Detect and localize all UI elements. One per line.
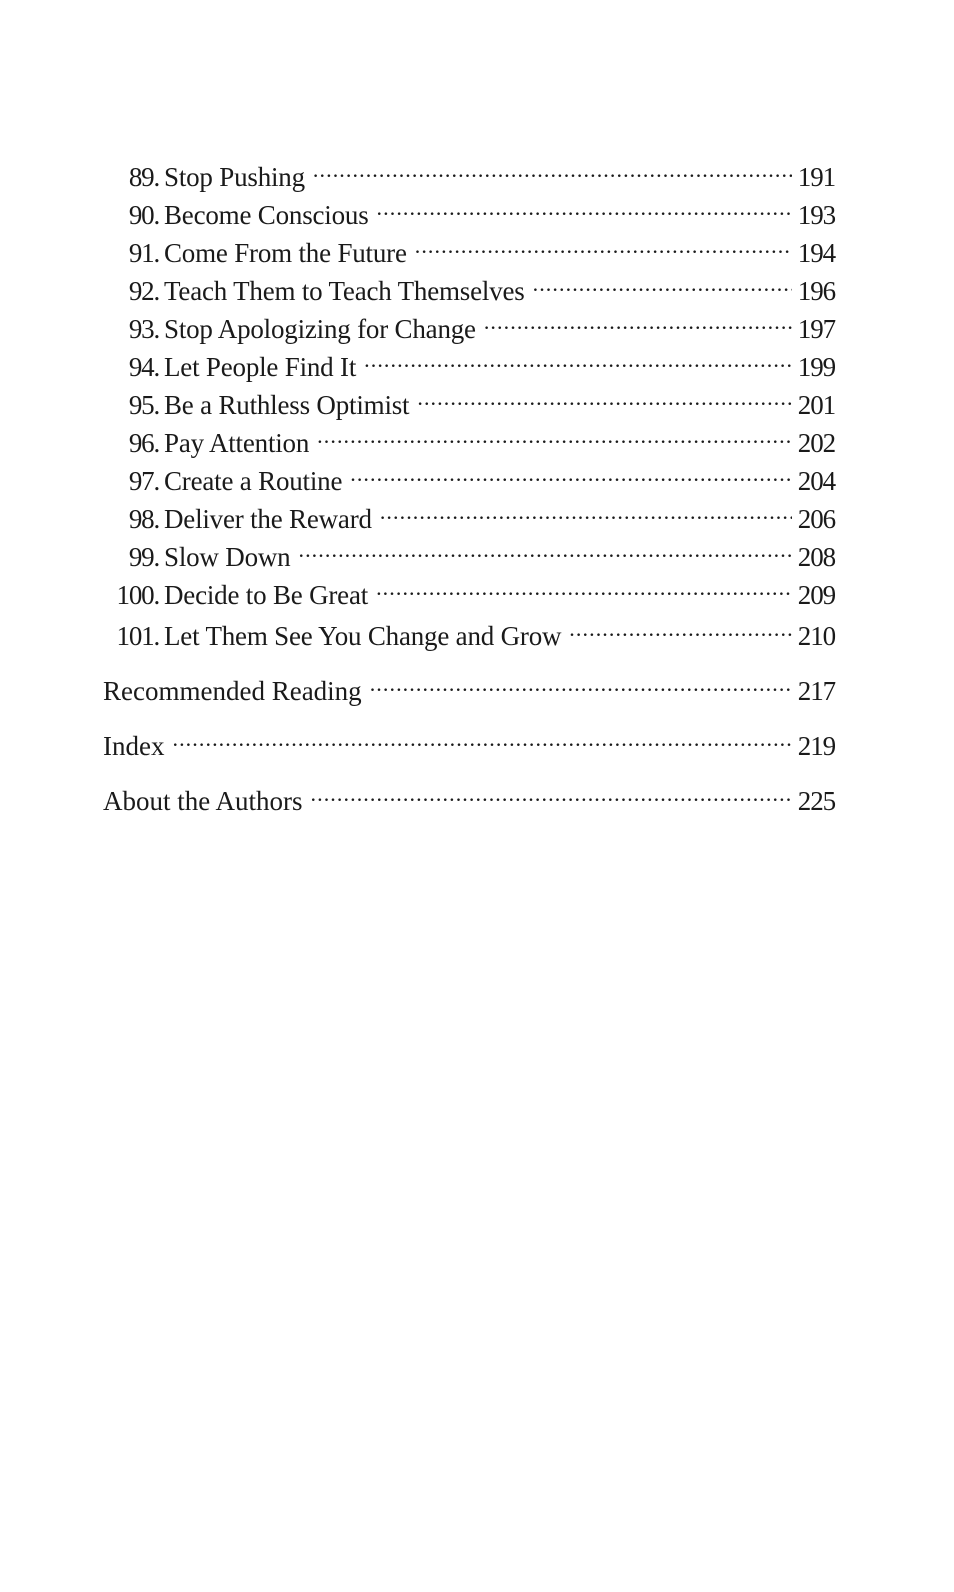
dot-leader [380, 501, 792, 528]
chapter-title: Teach Them to Teach Themselves [164, 276, 525, 306]
page-number: 193 [797, 200, 835, 230]
dot-leader [317, 425, 792, 452]
chapter-title: Let Them See You Change and Grow [164, 621, 562, 651]
page-number: 201 [797, 390, 835, 420]
dot-leader [313, 159, 792, 186]
toc-entry-90 [103, 196, 835, 234]
chapter-number: 93. [128, 314, 159, 344]
chapter-number: 94. [128, 352, 159, 382]
dot-leader [350, 463, 792, 490]
chapter-number: 101. [116, 621, 159, 651]
toc-entry-about-the-authors [103, 782, 835, 820]
dot-leader [376, 577, 792, 604]
page-number: 199 [797, 352, 835, 382]
back-matter-title: Recommended Reading [103, 676, 362, 706]
chapter-number: 98. [128, 504, 159, 534]
toc-entry-96 [103, 424, 835, 462]
dot-leader [377, 197, 792, 224]
toc-entry-99 [103, 538, 835, 576]
chapter-title: Become Conscious [164, 200, 369, 230]
chapter-number: 89. [128, 162, 159, 192]
chapter-title: Create a Routine [164, 466, 343, 496]
page-number: 210 [797, 621, 835, 651]
page-number: 206 [797, 504, 835, 534]
page-number: 209 [797, 580, 835, 610]
chapter-title: Come From the Future [164, 238, 407, 268]
page-number: 204 [797, 466, 835, 496]
dot-leader [484, 311, 792, 338]
page-number: 191 [797, 162, 835, 192]
chapter-number: 96. [128, 428, 159, 458]
page-number: 196 [797, 276, 835, 306]
chapter-title: Let People Find It [164, 352, 357, 382]
chapter-title: Stop Apologizing for Change [164, 314, 476, 344]
dot-leader [364, 349, 792, 376]
toc-entry-101 [103, 617, 835, 655]
toc-entry-93 [103, 310, 835, 348]
dot-leader [172, 728, 791, 755]
dot-leader [370, 673, 792, 700]
chapter-title: Stop Pushing [164, 162, 305, 192]
chapter-title: Pay Attention [164, 428, 310, 458]
chapter-number: 91. [128, 238, 159, 268]
page-number: 225 [797, 786, 835, 816]
page-number: 197 [797, 314, 835, 344]
chapter-title: Slow Down [164, 542, 291, 572]
toc-entry-91 [103, 234, 835, 272]
dot-leader [298, 539, 791, 566]
toc-entry-92 [103, 272, 835, 310]
chapter-number: 97. [128, 466, 159, 496]
toc-entry-94 [103, 348, 835, 386]
page-number: 194 [797, 238, 835, 268]
page-number: 208 [797, 542, 835, 572]
toc-entry-89 [103, 158, 835, 196]
dot-leader [415, 235, 792, 262]
chapter-number: 100. [116, 580, 159, 610]
chapter-number: 95. [128, 390, 159, 420]
dot-leader [533, 273, 792, 300]
chapter-number: 92. [128, 276, 159, 306]
back-matter-title: Index [103, 731, 165, 761]
chapter-title: Decide to Be Great [164, 580, 369, 610]
table-of-contents [103, 158, 835, 820]
page-number: 202 [797, 428, 835, 458]
page-number: 217 [797, 676, 835, 706]
toc-entry-97 [103, 462, 835, 500]
back-matter-title: About the Authors [103, 786, 303, 816]
dot-leader [417, 387, 791, 414]
toc-entry-recommended-reading [103, 672, 835, 710]
page-number: 219 [797, 731, 835, 761]
toc-entry-95 [103, 386, 835, 424]
chapter-title: Be a Ruthless Optimist [164, 390, 410, 420]
toc-entry-98 [103, 500, 835, 538]
toc-entry-100 [103, 576, 835, 614]
chapter-number: 90. [128, 200, 159, 230]
chapter-number: 99. [128, 542, 159, 572]
toc-entry-index [103, 727, 835, 765]
dot-leader [569, 618, 792, 645]
chapter-title: Deliver the Reward [164, 504, 372, 534]
dot-leader [311, 783, 792, 810]
